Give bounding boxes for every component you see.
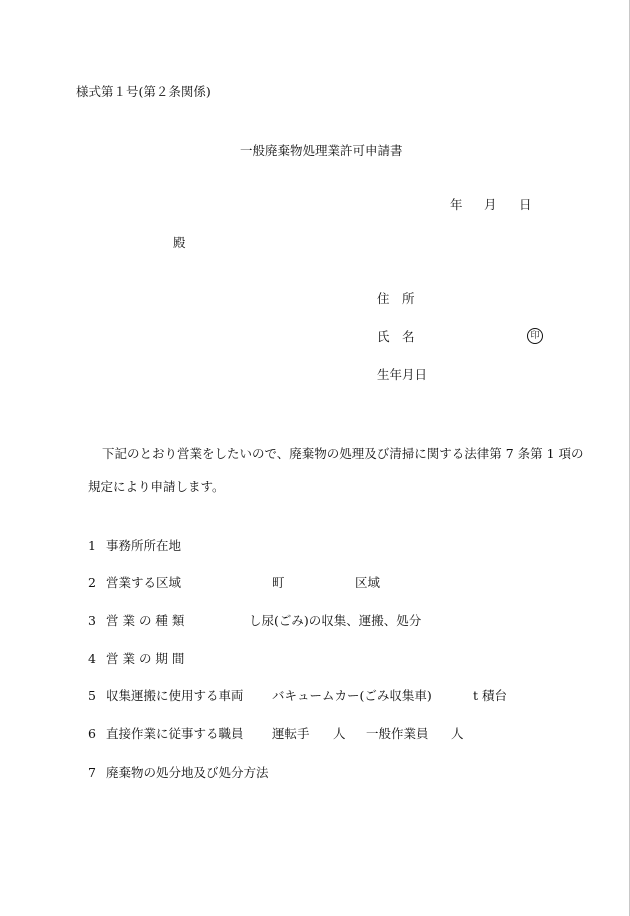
item-4-number: 4 [88,651,96,666]
item-1-number: 1 [88,538,96,553]
item-6-worker-unit: 人 [451,726,464,741]
item-5-label: 収集運搬に使用する車両 [106,688,244,703]
date-month-label: 月 [484,197,497,212]
name-label: 氏 名 [377,329,415,344]
item-6-driver: 運転手 [272,726,310,741]
body-text-line-1: 下記のとおり営業をしたいので、廃棄物の処理及び清掃に関する法律第 7 条第 1 項の [102,446,584,461]
item-5-vehicle: バキュームカー(ごみ収集車) [272,688,432,703]
item-7-label: 廃棄物の処分地及び処分方法 [106,765,269,780]
item-6-label: 直接作業に従事する職員 [106,726,244,741]
document-title: 一般廃棄物処理業許可申請書 [240,143,403,158]
form-number: 様式第１号(第２条関係) [76,84,211,99]
addressee-suffix: 殿 [173,235,186,250]
date-year-label: 年 [450,197,463,212]
item-7-number: 7 [88,765,96,780]
item-2-number: 2 [88,575,96,590]
item-5-capacity: t 積台 [473,688,507,703]
item-2-town: 町 [272,575,285,590]
item-2-district: 区域 [355,575,381,590]
item-6-driver-unit: 人 [333,726,346,741]
item-3-label: 営 業 の 種 類 [106,613,185,628]
seal-mark-icon: 印 [527,328,543,344]
item-3-number: 3 [88,613,96,628]
item-6-number: 6 [88,726,96,741]
item-2-label: 営業する区域 [106,575,182,590]
item-4-label: 営 業 の 期 間 [106,651,185,666]
item-3-value: し尿(ごみ)の収集、運搬、処分 [249,613,422,628]
birthdate-label: 生年月日 [377,367,428,382]
body-text-line-2: 規定により申請します。 [88,479,225,494]
item-6-worker: 一般作業員 [366,726,429,741]
item-1-label: 事務所所在地 [106,538,182,553]
address-label: 住 所 [377,291,415,306]
date-day-label: 日 [519,197,532,212]
item-5-number: 5 [88,688,96,703]
